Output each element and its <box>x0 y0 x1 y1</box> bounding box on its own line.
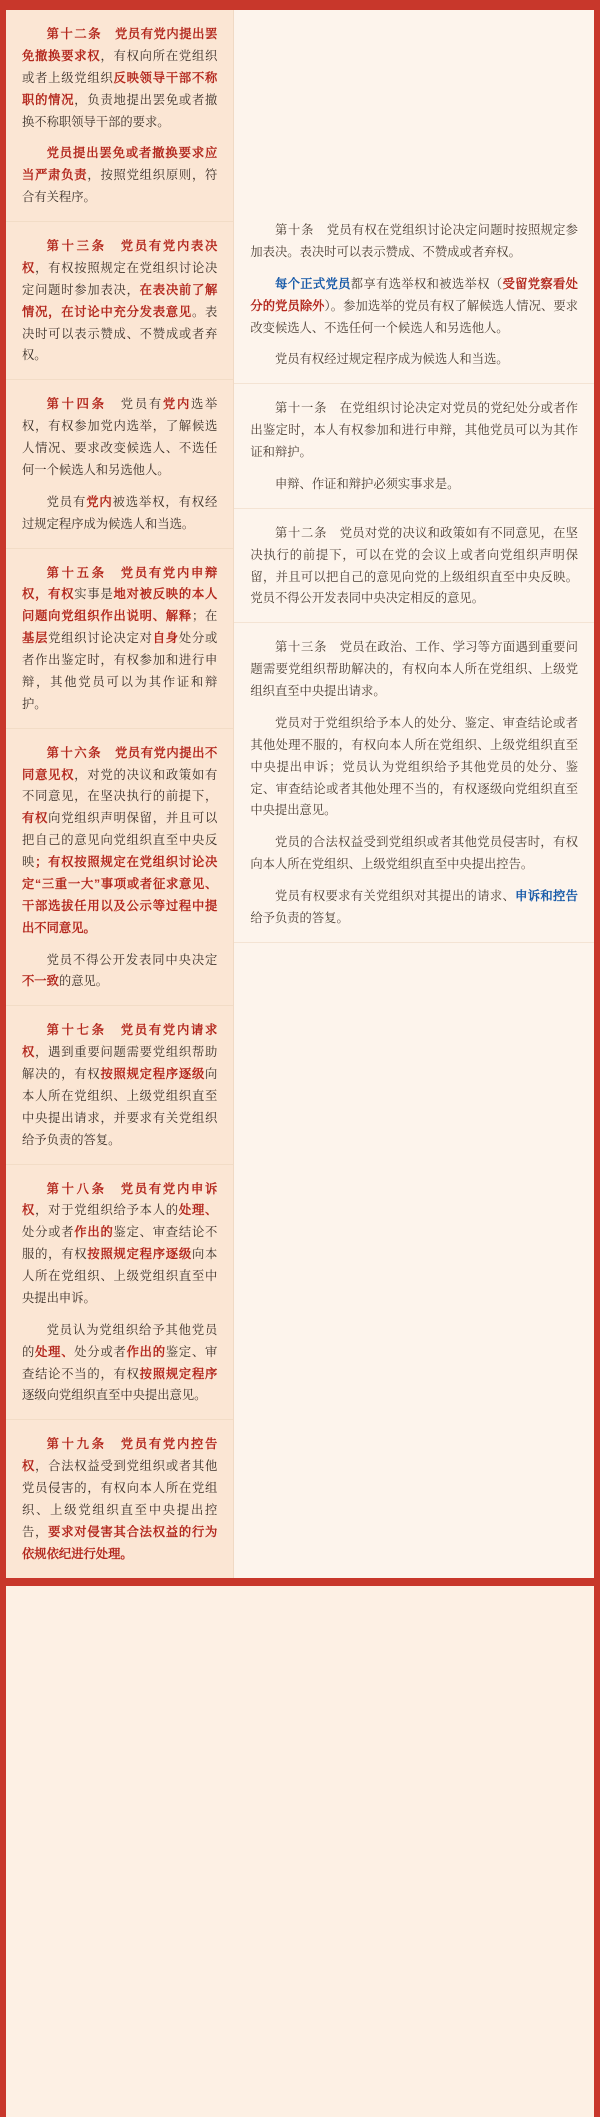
paragraph <box>22 143 217 209</box>
body-text <box>314 223 327 237</box>
body-text: 党员有权在党组织讨论决定问题时按照规定参加表决。表决时可以表示赞成、不赞成或者弃权。 <box>250 223 578 259</box>
paragraph <box>22 950 217 994</box>
paragraph <box>22 24 217 133</box>
article-block-article-11 <box>234 384 594 509</box>
paragraph <box>22 1020 217 1151</box>
body-text <box>327 401 340 415</box>
right-column-top-spacer <box>234 10 594 206</box>
paragraph <box>250 274 578 340</box>
article-number: 第十一条 <box>274 401 328 416</box>
body-text <box>107 397 121 411</box>
body-text <box>102 746 115 760</box>
body-text: 给予负责的答复。 <box>250 910 349 925</box>
paragraph <box>250 637 578 703</box>
article-number: 第十三条 <box>274 640 328 655</box>
body-text: ，遇到重要问题需要党组织帮助解决的，有权 <box>22 1045 218 1081</box>
article-number: 第十七条 <box>46 1023 107 1038</box>
article-number: 第十八条 <box>46 1181 107 1196</box>
paragraph <box>22 492 217 536</box>
article-number: 第十三条 <box>46 239 107 253</box>
body-text: 的意见。 <box>58 974 109 989</box>
body-text <box>107 566 121 580</box>
emphasis-text: 按照规定程序逐级 <box>87 1247 192 1262</box>
body-text: ，对于党组织给予本人的 <box>35 1203 179 1218</box>
article-number: 第十二条 <box>46 27 103 41</box>
bottom-red-bar <box>6 1578 594 1586</box>
emphasis-text: 每个正式党员 <box>274 276 351 291</box>
emphasis-text: 作出的 <box>126 1344 166 1359</box>
paragraph <box>250 713 578 822</box>
body-text: 党组织讨论决定对 <box>48 631 153 646</box>
body-text <box>102 27 115 41</box>
body-text: 党员有权经过规定程序成为候选人和当选。 <box>274 352 509 367</box>
paragraph <box>22 1434 217 1565</box>
body-text: 选举权，有权参加党内选举，了解候选人情况、要求改变候选人、不选任何一个候选人和另选他人。 <box>22 397 218 477</box>
article-number: 第十五条 <box>46 565 107 580</box>
emphasis-text: 按照规定程序逐级 <box>100 1067 206 1081</box>
body-text: ，有权向所在党组织或者上级党组织 <box>22 48 218 85</box>
article-block-article-10 <box>234 206 594 384</box>
article-block-article-13-right <box>234 623 594 943</box>
emphasis-text: 受留党察看处分的党员除外 <box>250 276 578 313</box>
body-text <box>107 1437 121 1451</box>
paragraph <box>250 474 578 496</box>
emphasis-text: 反映领导干部不称职的情况 <box>22 70 218 107</box>
body-text: 党员认为党组织给予其他党员的 <box>22 1322 218 1359</box>
paragraph <box>22 236 217 367</box>
emphasis-text: 党员有党内提出不同意见权 <box>22 745 218 782</box>
body-text: 逐级向党组织直至中央提出意见。 <box>22 1388 207 1403</box>
two-column-comparison <box>6 10 594 1578</box>
paragraph <box>250 220 578 264</box>
body-text: 实事是 <box>74 587 114 602</box>
emphasis-text: 党员提出罢免或者撤换要求应当严肃负责 <box>22 146 218 183</box>
body-text: ；在 <box>191 609 218 624</box>
emphasis-text: 地对被反映的本人问题向党组织作出说明、解释 <box>22 587 218 624</box>
article-block-article-17 <box>6 1006 233 1164</box>
body-text: 党员的合法权益受到党组织或者其他党员侵害时，有权向本人所在党组织、上级党组织直至中央提出控告。 <box>250 835 578 872</box>
body-text: 向本人所在党组织、上级党组织直至中央提出申诉。 <box>22 1247 218 1305</box>
body-text <box>327 640 340 654</box>
emphasis-text: 申诉和控告 <box>515 889 578 903</box>
article-block-article-13 <box>6 222 233 380</box>
body-text: 党员不得公开发表同中央决定 <box>46 952 218 967</box>
article-block-article-18 <box>6 1165 233 1421</box>
body-text <box>107 239 121 253</box>
body-text: ）。参加选举的党员有权了解候选人情况、要求改变候选人、不选任何一个候选人和另选他人。 <box>250 298 578 335</box>
body-text: ，有权按照规定在党组织讨论决定问题时参加表决， <box>22 260 218 297</box>
paragraph <box>22 394 217 482</box>
body-text: 处分或者 <box>22 1225 75 1240</box>
body-text: 党员有 <box>120 397 163 412</box>
body-text: 党员有 <box>46 494 87 509</box>
emphasis-text: 党员有党内申诉权 <box>22 1181 218 1218</box>
body-text: 党员在政治、工作、学习等方面遇到重要问题需要党组织帮助解决的，有权向本人所在党组织、上级党组织直至中央提出请求。 <box>250 640 578 698</box>
body-text: ，负责地提出罢免或者撤换不称职领导干部的要求。 <box>22 92 218 129</box>
article-block-article-14 <box>6 380 233 548</box>
article-block-article-12-right <box>234 509 594 624</box>
right-red-border <box>594 0 600 2117</box>
top-red-bar <box>6 0 594 10</box>
article-block-article-15 <box>6 549 233 729</box>
emphasis-text: 党内 <box>162 397 191 412</box>
article-number: 第十四条 <box>46 397 107 412</box>
emphasis-text: 党内 <box>86 494 113 509</box>
body-text: 被选举权，有权经过规定程序成为候选人和当选。 <box>22 494 218 531</box>
paragraph <box>250 398 578 464</box>
emphasis-text: 事项或者征求意见、干部选拔任用以及公示等过程中提出不同意见。 <box>22 876 218 935</box>
article-block-article-16 <box>6 729 233 1007</box>
emphasis-text: 党员有党内提出罢免撤换要求权 <box>22 27 218 63</box>
emphasis-text: 基层 <box>22 631 49 646</box>
body-text: ，按照党组织原则，符合有关程序。 <box>22 168 218 205</box>
emphasis-text: 党员有党内控告权 <box>22 1437 218 1474</box>
article-number: 第十六条 <box>46 745 103 760</box>
left-column-new-regulation <box>6 10 233 1578</box>
paragraph <box>22 1320 217 1408</box>
body-text: 党员对党的决议和政策如有不同意见，在坚决执行的前提下，可以在党的会议上或者向党组织声明保留，并且可以把自己的意见向党的上级组织直至中央反映。党员不得公开发表同中央决定相反的意见。 <box>250 525 578 606</box>
body-text: 申辩、作证和辩护必须实事求是。 <box>274 476 460 491</box>
emphasis-text: 有权 <box>22 811 49 826</box>
paragraph <box>250 523 578 611</box>
emphasis-text: 不一致 <box>22 974 59 989</box>
emphasis-text: 党员有党内表决权 <box>22 239 218 275</box>
paragraph <box>22 743 217 940</box>
body-text: 鉴定、审查结论不当的，有权 <box>22 1344 218 1381</box>
emphasis-text: 党员有党内申辩权，有权 <box>22 565 218 602</box>
article-block-article-12 <box>6 10 233 222</box>
paragraph <box>250 886 578 930</box>
paragraph <box>22 563 217 716</box>
emphasis-text: “三重一大” <box>35 876 101 891</box>
body-text: ，对党的决议和政策如有不同意见，在坚决执行的前提下， <box>22 767 218 804</box>
article-block-article-19 <box>6 1420 233 1577</box>
body-text: 在党组织讨论决定对党员的党纪处分或者作出鉴定时，本人有权参加和进行申辩，其他党员可以为其作证和辩护。 <box>250 401 578 459</box>
article-number: 第十二条 <box>274 525 328 540</box>
emphasis-text: 党员有党内请求权 <box>22 1023 218 1060</box>
emphasis-text: 自身 <box>152 631 179 646</box>
emphasis-text: 在表决前了解情况，在讨论中充分发表意见 <box>22 282 218 319</box>
body-text <box>327 526 340 540</box>
body-text: 都享有选举权和被选举权（ <box>350 276 503 291</box>
paragraph <box>22 1179 217 1310</box>
right-column-old-regulation <box>233 10 594 1578</box>
body-text: 党员有权要求有关党组织对其提出的请求、 <box>274 889 516 903</box>
body-text <box>107 1023 121 1037</box>
body-text: ，合法权益受到党组织或者其他党员侵害的，有权向本人所在党组织、上级党组织直至中央提出控告， <box>22 1459 218 1539</box>
emphasis-text: ；有权按照规定在党组织讨论决定 <box>22 855 218 891</box>
body-text: 鉴定、审查结论不服的，有权 <box>22 1225 218 1262</box>
paragraph <box>250 832 578 876</box>
emphasis-text: 要求对侵害其合法权益的行为依规依纪进行处理。 <box>22 1524 218 1561</box>
body-text: 党员对于党组织给予本人的处分、鉴定、审查结论或者其他处理不服的，有权向本人所在党组织、上级党组织直至中央提出申诉；党员认为党组织给予其他党员的处分、鉴定、审查结论或者其他处理不当的，有权逐级向党组织直至中央提出意见。 <box>250 715 578 818</box>
body-text: 向党组织声明保留，并且可以把自己的意见向党组织直至中央反映 <box>22 811 218 869</box>
body-text: 。表决时可以表示赞成、不赞成或者弃权。 <box>22 304 218 363</box>
body-text: 处分或者作出鉴定时，有权参加和进行申辩，其他党员可以为其作证和辩护。 <box>22 631 218 711</box>
article-number: 第十九条 <box>46 1437 107 1452</box>
body-text: 向本人所在党组织、上级党组织直至中央提出请求，并要求有关党组织给予负责的答复。 <box>22 1067 218 1147</box>
body-text <box>107 1182 121 1196</box>
emphasis-text: 处理、 <box>35 1344 75 1359</box>
article-number: 第十条 <box>274 223 315 237</box>
emphasis-text: 按照规定程序 <box>139 1366 218 1381</box>
body-text: 处分或者 <box>74 1344 127 1359</box>
paragraph <box>250 349 578 371</box>
emphasis-text: 作出的 <box>74 1225 114 1240</box>
emphasis-text: 处理、 <box>178 1203 218 1218</box>
